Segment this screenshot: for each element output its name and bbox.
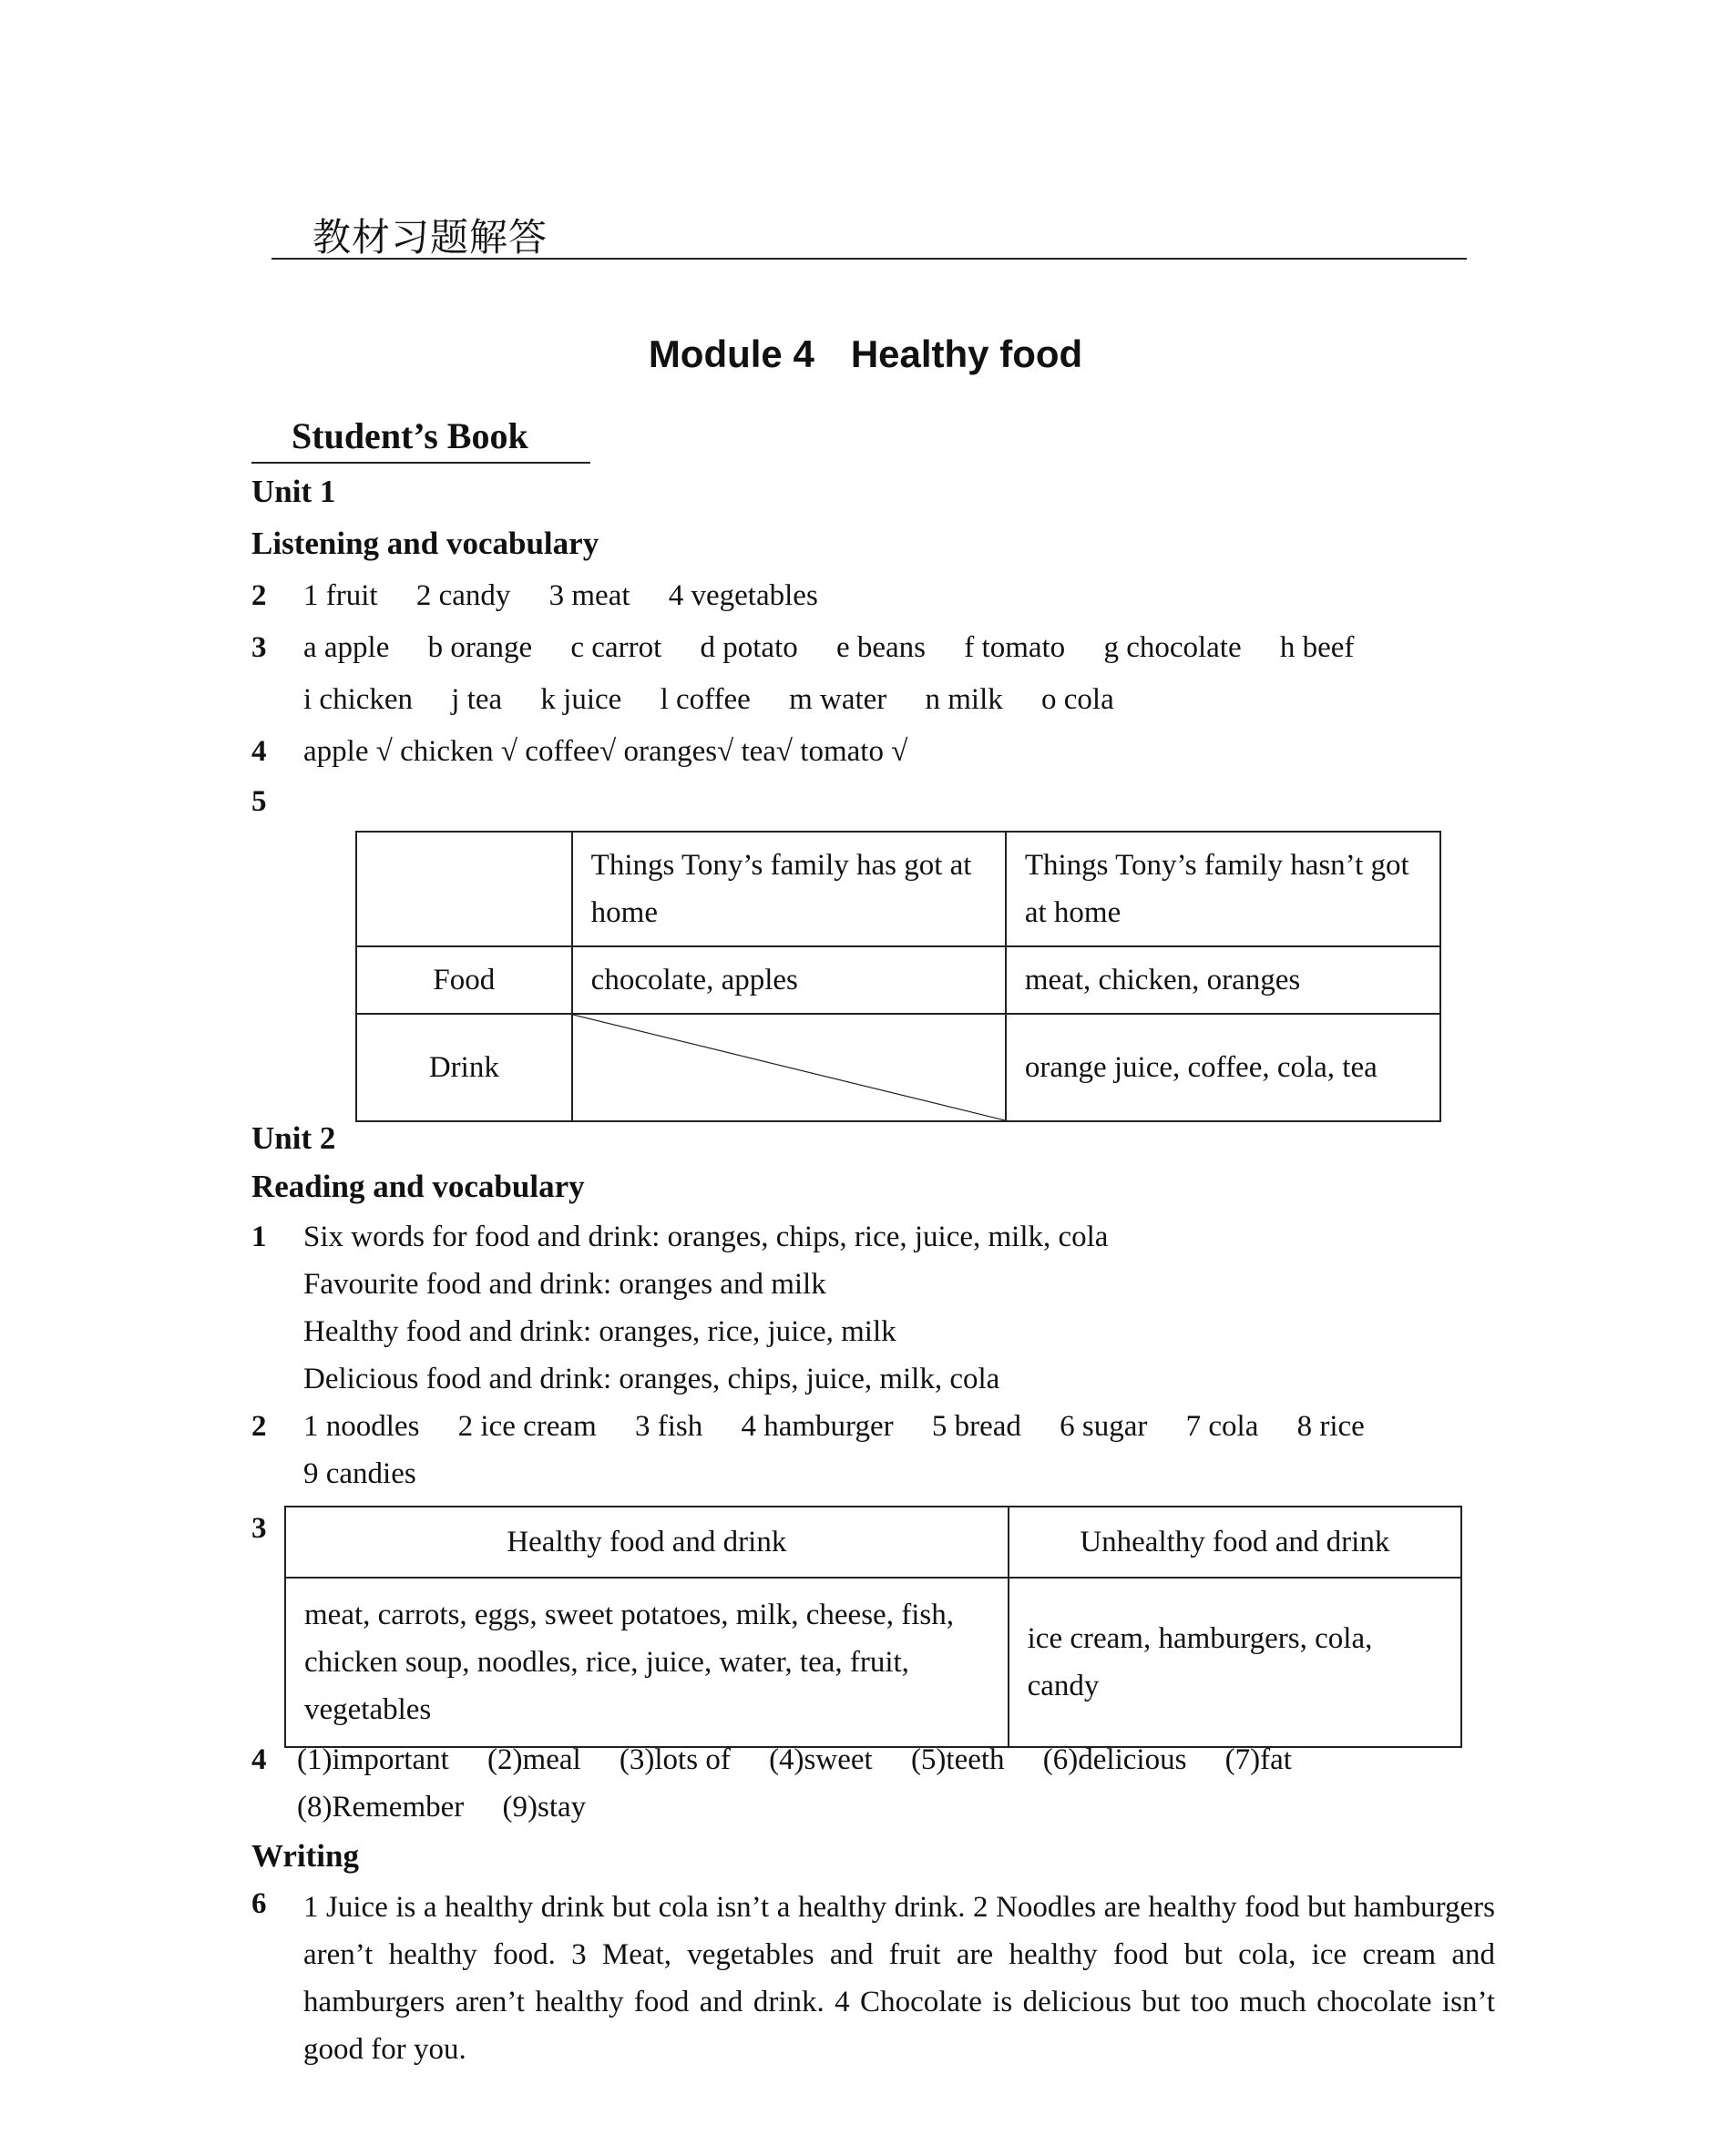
- u1-q4-answers: apple √ chicken √ coffee√ oranges√ tea√ tomato √: [303, 735, 908, 768]
- column-header-healthy: Healthy food and drink: [285, 1507, 1009, 1578]
- u1-q3-item: n milk: [925, 683, 1003, 716]
- drink-has-got-cell-crossed-out: [572, 1014, 1006, 1121]
- u2-q2-item: 5 bread: [931, 1410, 1021, 1443]
- u2-q2-item: 3 fish: [634, 1410, 703, 1443]
- u2-q1-line: Delicious food and drink: oranges, chips, juice, milk, cola: [303, 1363, 1000, 1395]
- food-hasnt-got-cell: meat, chicken, oranges: [1006, 946, 1440, 1014]
- u2-q4-item: (7)fat: [1224, 1743, 1292, 1776]
- table-row: [285, 1578, 1461, 1747]
- u1-q2-item: 1 fruit: [303, 579, 378, 612]
- table-row: [356, 946, 1440, 1014]
- u2-q4-item: (9)stay: [502, 1791, 587, 1824]
- u2-q2-item: 9 candies: [303, 1457, 416, 1490]
- u2-q2-answers-row2: [303, 1457, 416, 1491]
- u2-q3-number: 3: [251, 1512, 267, 1545]
- u1-q2-answers: [303, 579, 818, 613]
- book-title-underline: [251, 462, 590, 464]
- unit1-heading: Unit 1: [251, 474, 336, 509]
- table-corner-cell: [356, 832, 572, 946]
- u1-q3-item: h beef: [1279, 631, 1355, 664]
- column-header-hasnt-got: Things Tony’s family hasn’t got at home: [1006, 832, 1440, 946]
- tony-family-table: [355, 831, 1441, 1122]
- u1-q3-number: 3: [251, 631, 267, 664]
- u1-q2-item: 3 meat: [548, 579, 630, 612]
- module-name: Healthy food: [850, 332, 1083, 375]
- table-header-row: [285, 1507, 1461, 1578]
- u2-q4-answers-row1: [297, 1743, 1292, 1777]
- row-label-food: Food: [356, 946, 572, 1014]
- u2-q1-line: Six words for food and drink: oranges, chips, rice, juice, milk, cola: [303, 1221, 1109, 1253]
- module-number: Module 4: [648, 332, 814, 375]
- row-label-drink: Drink: [356, 1014, 572, 1121]
- healthy-food-table: [284, 1506, 1462, 1748]
- u1-q3-answers-row1: [303, 631, 1354, 665]
- unhealthy-items-cell: ice cream, hamburgers, cola, candy: [1009, 1578, 1461, 1747]
- u2-q4-item: (2)meal: [487, 1743, 581, 1776]
- book-title: Student’s Book: [292, 415, 528, 456]
- u1-q3-item: l coffee: [660, 683, 751, 716]
- column-header-unhealthy: Unhealthy food and drink: [1009, 1507, 1461, 1578]
- u2-q2-item: 1 noodles: [303, 1410, 420, 1443]
- u2-q2-number: 2: [251, 1410, 267, 1443]
- header-divider: [271, 258, 1467, 260]
- u1-q2-item: 4 vegetables: [668, 579, 818, 612]
- u2-q2-answers-row1: [303, 1410, 1365, 1444]
- u1-q3-item: j tea: [451, 683, 503, 716]
- u1-q4-number: 4: [251, 735, 267, 768]
- u1-q3-item: k juice: [540, 683, 622, 716]
- u1-q3-item: o cola: [1041, 683, 1114, 716]
- table-row: [356, 1014, 1440, 1121]
- u2-q6-number: 6: [251, 1887, 267, 1920]
- u2-q4-answers-row2: [297, 1791, 586, 1824]
- u2-q4-item: (4)sweet: [769, 1743, 873, 1776]
- u2-q2-item: 7 cola: [1185, 1410, 1259, 1443]
- u1-q3-item: b orange: [427, 631, 533, 664]
- writing-heading: Writing: [251, 1838, 359, 1874]
- unit2-heading: Unit 2: [251, 1120, 336, 1156]
- unit2-section-heading: Reading and vocabulary: [251, 1169, 585, 1204]
- u2-q4-item: (1)important: [297, 1743, 449, 1776]
- u2-q4-item: (3)lots of: [619, 1743, 731, 1776]
- header-title: 教材习题解答: [312, 215, 548, 260]
- u2-q4-item: (6)delicious: [1042, 1743, 1187, 1776]
- u2-q1-line: Favourite food and drink: oranges and milk: [303, 1268, 826, 1301]
- u2-q4-item: (8)Remember: [297, 1791, 465, 1824]
- diagonal-strike-line: [573, 1015, 1005, 1120]
- u2-q2-item: 4 hamburger: [741, 1410, 894, 1443]
- u1-q3-item: c carrot: [570, 631, 662, 664]
- u2-q2-item: 2 ice cream: [457, 1410, 597, 1443]
- u1-q5-number: 5: [251, 785, 267, 818]
- u2-q4-number: 4: [251, 1743, 267, 1776]
- u1-q2-number: 2: [251, 579, 267, 612]
- u1-q3-item: e beans: [835, 631, 927, 664]
- u1-q3-item: d potato: [700, 631, 798, 664]
- u2-q1-line: Healthy food and drink: oranges, rice, juice, milk: [303, 1315, 896, 1348]
- u1-q2-item: 2 candy: [415, 579, 511, 612]
- u1-q3-answers-row2: [303, 683, 1114, 717]
- u2-q6-answer: 1 Juice is a healthy drink but cola isn’t a healthy drink. 2 Noodles are healthy food but hamburgers aren’t healthy food. 3 Meat, vegetables and fruit are healthy food but cola, ice cream and hamburgers aren’t healthy food and drink. 4 Chocolate is delicious but too much chocolate isn’t good for you.: [303, 1891, 1495, 2066]
- u1-q3-item: i chicken: [303, 683, 414, 716]
- unit1-section-heading: Listening and vocabulary: [251, 526, 599, 561]
- food-has-got-cell: chocolate, apples: [572, 946, 1006, 1014]
- healthy-items-cell: meat, carrots, eggs, sweet potatoes, milk, cheese, fish, chicken soup, noodles, rice, juice, water, tea, fruit, vegetables: [285, 1578, 1009, 1747]
- u2-q1-number: 1: [251, 1221, 267, 1253]
- u1-q3-item: a apple: [303, 631, 390, 664]
- u2-q4-item: (5)teeth: [910, 1743, 1005, 1776]
- table-header-row: [356, 832, 1440, 946]
- u2-q2-item: 6 sugar: [1060, 1410, 1148, 1443]
- column-header-has-got: Things Tony’s family has got at home: [572, 832, 1006, 946]
- u1-q3-item: m water: [789, 683, 887, 716]
- u1-q3-item: g chocolate: [1103, 631, 1242, 664]
- drink-hasnt-got-cell: orange juice, coffee, cola, tea: [1006, 1014, 1440, 1121]
- u2-q2-item: 8 rice: [1296, 1410, 1365, 1443]
- module-title: [0, 332, 1731, 376]
- u1-q3-item: f tomato: [964, 631, 1066, 664]
